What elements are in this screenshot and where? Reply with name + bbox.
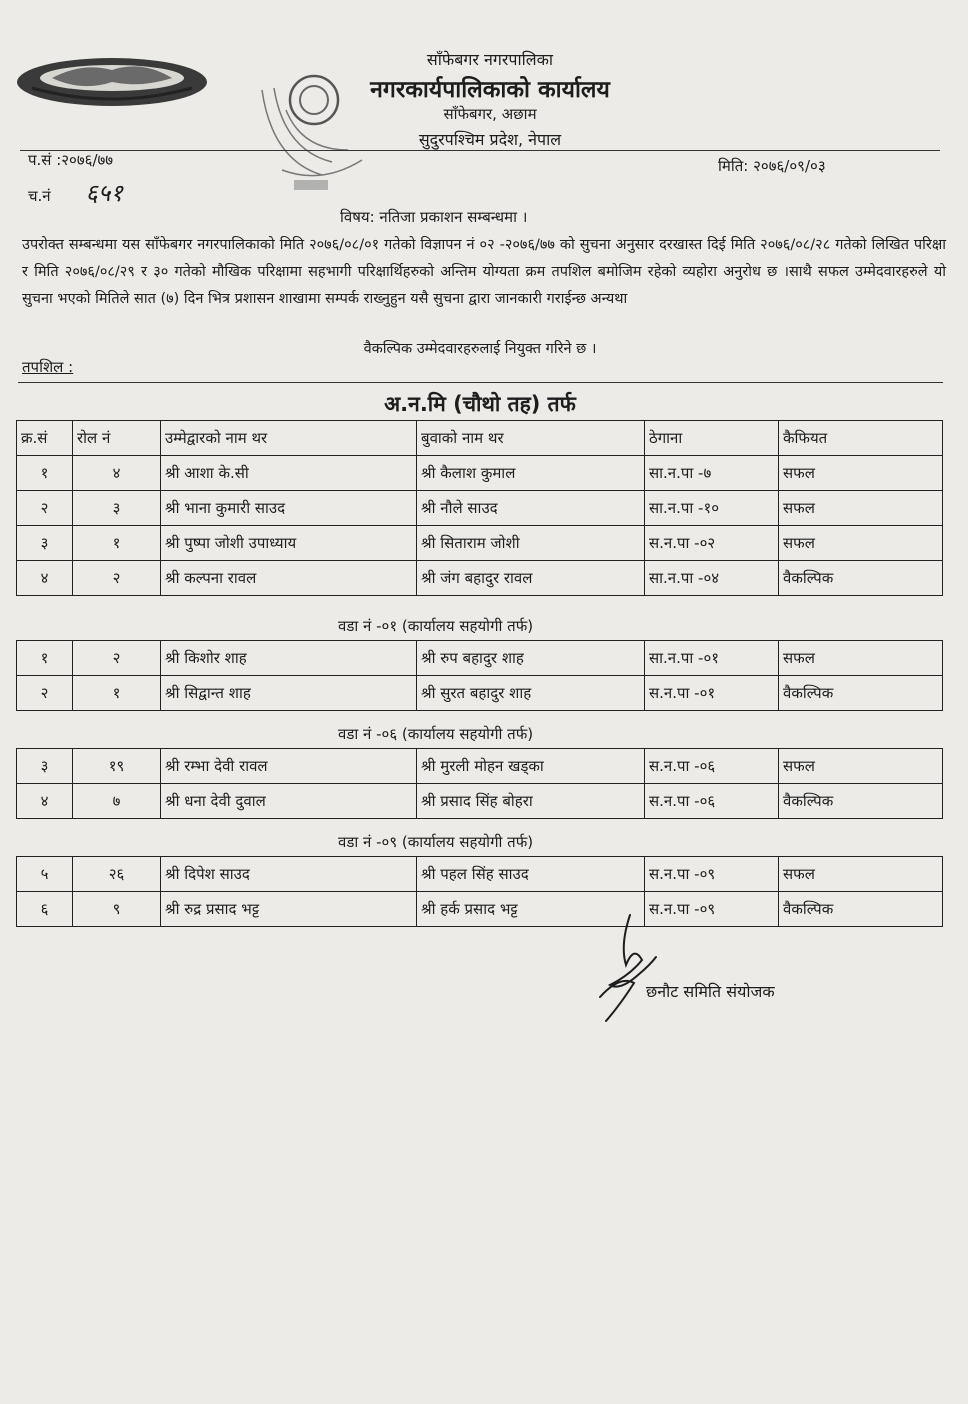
details-divider: [18, 382, 943, 383]
cell-father: श्री कैलाश कुमाल: [417, 456, 645, 491]
table-row: [17, 561, 943, 596]
table-row: [17, 784, 943, 819]
cell-remarks: सफल: [779, 456, 943, 491]
cell-address: स.न.पा -०६: [645, 784, 779, 819]
results-table-ward09: [16, 856, 943, 927]
cell-father: श्री जंग बहादुर रावल: [417, 561, 645, 596]
cell-candidate: श्री पुष्पा जोशी उपाध्याय: [161, 526, 417, 561]
table-row: [17, 641, 943, 676]
table-row: [17, 749, 943, 784]
nepal-emblem-logo: [12, 48, 212, 110]
cell-roll: २: [73, 561, 161, 596]
table-row: [17, 526, 943, 561]
cell-roll: ४: [73, 456, 161, 491]
cell-remarks: वैकल्पिक: [779, 892, 943, 927]
cell-address: स.न.पा -०१: [645, 676, 779, 711]
col-remarks: कैफियत: [779, 421, 943, 456]
cell-roll: १: [73, 526, 161, 561]
cell-father: श्री हर्क प्रसाद भट्ट: [417, 892, 645, 927]
signatory-title: छनौट समिति संयोजक: [646, 982, 775, 1001]
cell-candidate: श्री रम्भा देवी रावल: [161, 749, 417, 784]
results-table-main: [16, 420, 943, 596]
cell-candidate: श्री भाना कुमारी साउद: [161, 491, 417, 526]
cell-roll: १९: [73, 749, 161, 784]
cell-candidate: श्री आशा के.सी: [161, 456, 417, 491]
cell-candidate: श्री कल्पना रावल: [161, 561, 417, 596]
cell-roll: ३: [73, 491, 161, 526]
header-divider: [20, 150, 940, 151]
cell-serial: २: [17, 491, 73, 526]
table-header-row: [17, 421, 943, 456]
cell-remarks: वैकल्पिक: [779, 561, 943, 596]
cell-address: सा.न.पा -७: [645, 456, 779, 491]
cell-serial: १: [17, 641, 73, 676]
table-row: [17, 857, 943, 892]
handwritten-signature: [590, 905, 660, 1025]
cell-roll: १: [73, 676, 161, 711]
letter-body-last-line: वैकल्पिक उम्मेदवारहरुलाई नियुक्त गरिने छ ।: [363, 341, 597, 357]
cell-remarks: सफल: [779, 491, 943, 526]
cell-remarks: सफल: [779, 641, 943, 676]
cell-father: श्री रुप बहादुर शाह: [417, 641, 645, 676]
cell-serial: ३: [17, 749, 73, 784]
col-candidate-name: उम्मेद्वारको नाम थर: [161, 421, 417, 456]
col-father-name: बुवाको नाम थर: [417, 421, 645, 456]
cell-address: स.न.पा -०२: [645, 526, 779, 561]
cell-remarks: सफल: [779, 749, 943, 784]
cell-address: सा.न.पा -०४: [645, 561, 779, 596]
cell-address: सा.न.पा -१०: [645, 491, 779, 526]
cell-serial: ५: [17, 857, 73, 892]
details-label: तपशिल :: [22, 358, 74, 376]
cell-father: श्री मुरली मोहन खड्का: [417, 749, 645, 784]
cell-serial: ४: [17, 561, 73, 596]
cell-serial: ३: [17, 526, 73, 561]
cell-serial: ४: [17, 784, 73, 819]
results-table-ward06: [16, 748, 943, 819]
cell-serial: २: [17, 676, 73, 711]
cell-remarks: वैकल्पिक: [779, 676, 943, 711]
cell-address: स.न.पा -०६: [645, 749, 779, 784]
province-name: सुदुरपश्चिम प्रदेश, नेपाल: [418, 130, 562, 149]
table-row: [17, 456, 943, 491]
cell-roll: २६: [73, 857, 161, 892]
letter-date: मिति: २०७६/०९/०३: [718, 157, 826, 175]
cell-candidate: श्री सिद्वान्त शाह: [161, 676, 417, 711]
cell-father: श्री सिताराम जोशी: [417, 526, 645, 561]
cell-candidate: श्री धना देवी दुवाल: [161, 784, 417, 819]
cell-candidate: श्री रुद्र प्रसाद भट्ट: [161, 892, 417, 927]
ward01-heading: वडा नं -०१ (कार्यालय सहयोगी तर्फ): [338, 617, 534, 635]
cell-serial: ६: [17, 892, 73, 927]
cn-label: च.नं: [28, 187, 51, 205]
table-row: [17, 676, 943, 711]
results-table-ward01: [16, 640, 943, 711]
cell-serial: १: [17, 456, 73, 491]
cell-roll: ७: [73, 784, 161, 819]
table-row: [17, 491, 943, 526]
cell-roll: ९: [73, 892, 161, 927]
cn-value-handwritten: ६५१: [85, 179, 123, 207]
col-roll: रोल नं: [73, 421, 161, 456]
cell-father: श्री नौले साउद: [417, 491, 645, 526]
cell-candidate: श्री दिपेश साउद: [161, 857, 417, 892]
cell-father: श्री सुरत बहादुर शाह: [417, 676, 645, 711]
ward09-heading: वडा नं -०९ (कार्यालय सहयोगी तर्फ): [338, 833, 534, 851]
letter-cn-number: [28, 176, 123, 209]
cell-remarks: सफल: [779, 526, 943, 561]
cell-father: श्री पहल सिंह साउद: [417, 857, 645, 892]
cell-address: सा.न.पा -०१: [645, 641, 779, 676]
col-address: ठेगाना: [645, 421, 779, 456]
ward06-heading: वडा नं -०६ (कार्यालय सहयोगी तर्फ): [338, 725, 534, 743]
cell-remarks: सफल: [779, 857, 943, 892]
cell-address: स.न.पा -०९: [645, 892, 779, 927]
letter-ps-number: प.सं :२०७६/७७: [28, 151, 114, 169]
letter-subject: विषय: नतिजा प्रकाशन सम्बन्धमा ।: [340, 208, 528, 226]
cell-roll: २: [73, 641, 161, 676]
office-name: नगरकार्यपालिकाको कार्यालय: [370, 77, 610, 103]
col-serial: क्र.सं: [17, 421, 73, 456]
letter-body: उपरोक्त सम्बन्धमा यस साँफेबगर नगरपालिकाको मिति २०७६/०८/०१ गतेको विज्ञापन नं ०२ -२०७६/७७ को सुचना अनुसार दरखास्त दिई मिति २०७६/०८/२८ गतेको लिखित परिक्षा र मिति २०७६/०८/२९ र ३० गतेको मौखिक परिक्षामा सहभागी परिक्षार्थिहरुको अन्तिम योग्यता क्रम तपशिल बमोजिम रहेको व्यहोरा अनुरोध छ ।साथै सफल उम्मेदवारहरुले यो सुचना भएको मितिले सात (७) दिन भित्र प्रशासन शाखामा सम्पर्क राख्नुहुन यसै सुचना द्वारा जानकारी गराईन्छ अन्यथा: [22, 237, 946, 307]
municipality-name: साँफेबगर नगरपालिका: [426, 50, 554, 69]
table-row: [17, 892, 943, 927]
office-address: साँफेबगर, अछाम: [443, 105, 537, 123]
cell-address: स.न.पा -०९: [645, 857, 779, 892]
cell-father: श्री प्रसाद सिंह बोहरा: [417, 784, 645, 819]
cell-remarks: वैकल्पिक: [779, 784, 943, 819]
section-title: अ.न.मि (चौथो तह) तर्फ: [384, 392, 576, 416]
cell-candidate: श्री किशोर शाह: [161, 641, 417, 676]
